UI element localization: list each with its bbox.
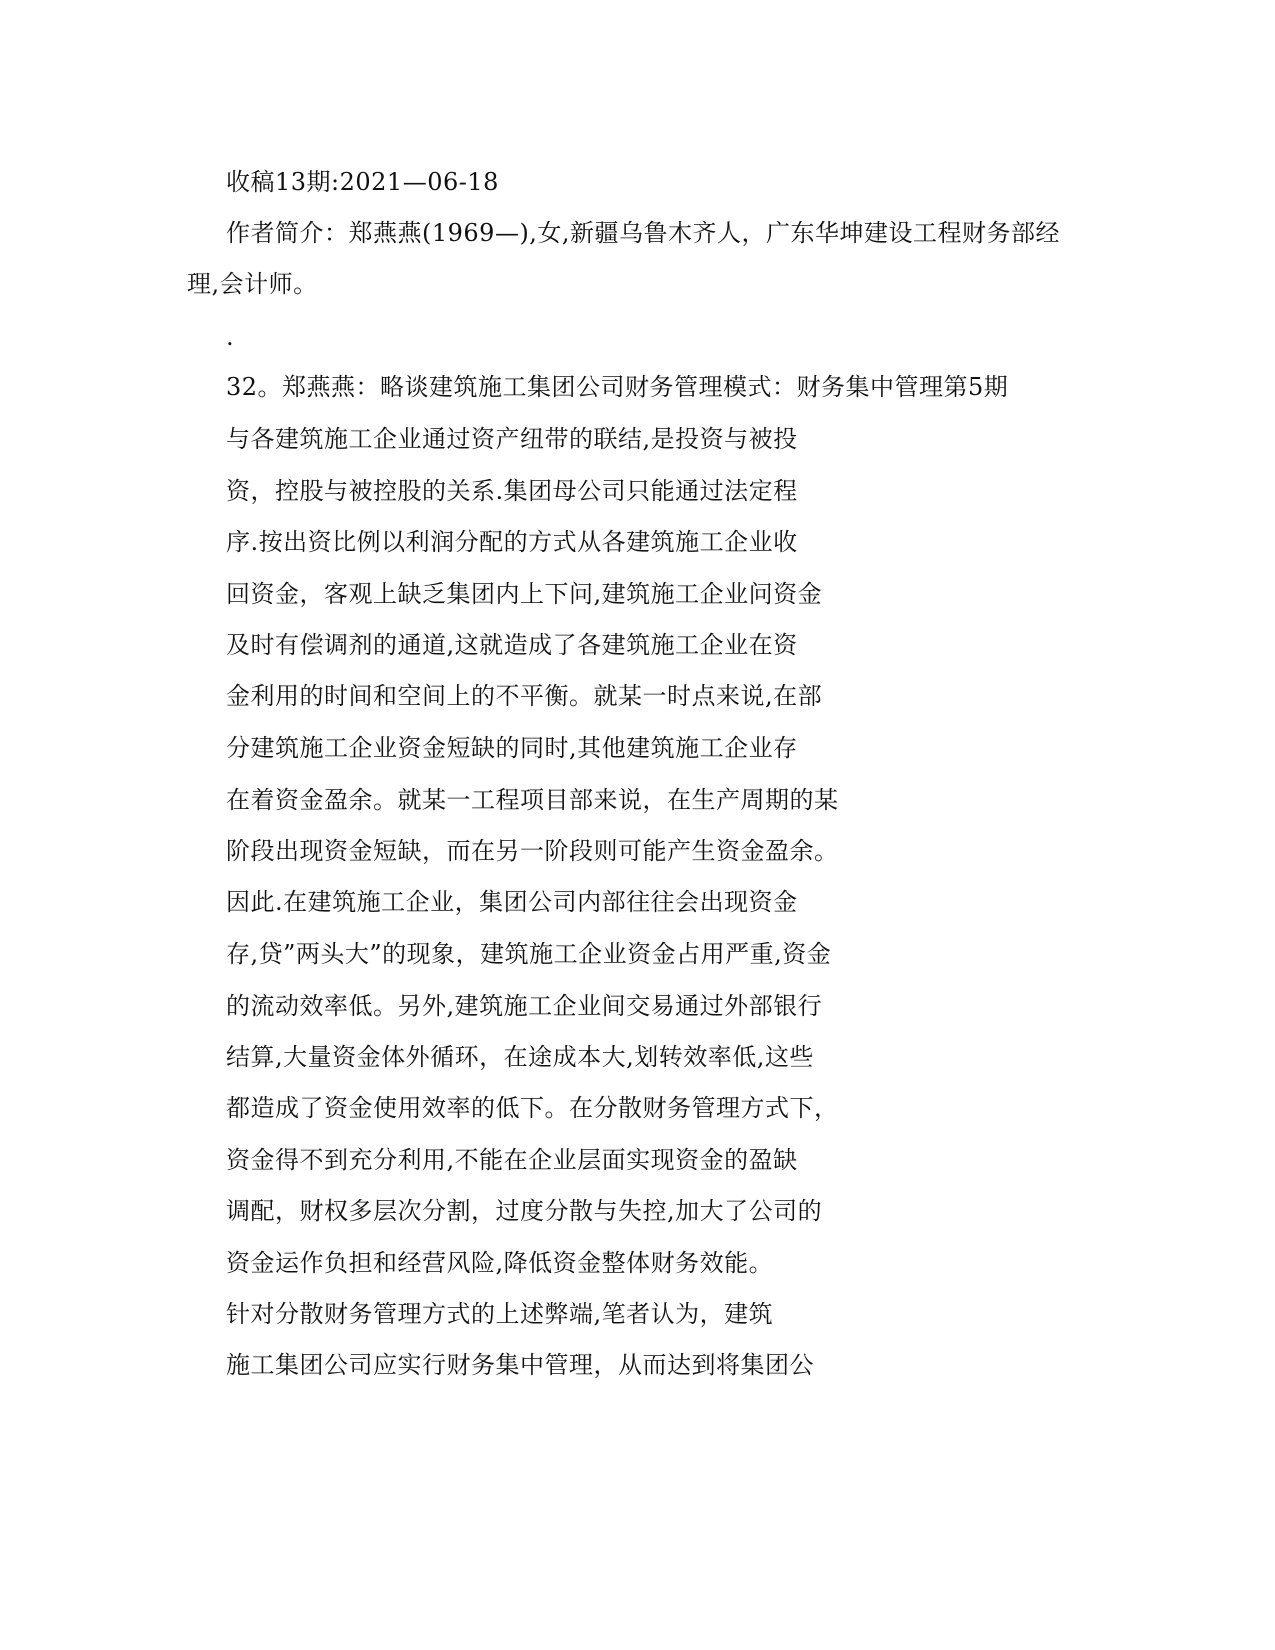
body-line: 回资金，客观上缺乏集团内上下问,建筑施工企业问资金 <box>226 580 823 608</box>
body-line: 及时有偿调剂的通道,这就造成了各建筑施工企业在资 <box>226 631 798 659</box>
body-line: 资，控股与被控股的关系.集团母公司只能通过法定程 <box>226 477 798 505</box>
received-date: 收稿13期:2021—06-18 <box>226 168 499 196</box>
body-line: 分建筑施工企业资金短缺的同时,其他建筑施工企业存 <box>226 734 798 762</box>
author-bio-line-1: 作者简介：郑燕燕(1969—),女,新疆乌鲁木齐人，广东华坤建设工程财务部经 <box>226 219 1061 247</box>
author-bio-line-2: 理,会计师。 <box>187 270 318 298</box>
body-line: 存,贷”两头大”的现象，建筑施工企业资金占用严重,资金 <box>226 940 832 968</box>
body-line: 序.按出资比例以利润分配的方式从各建筑施工企业收 <box>226 528 798 556</box>
body-line: 阶段出现资金短缺，而在另一阶段则可能产生资金盈余。 <box>226 837 839 865</box>
reference-line: 32。郑燕燕：略谈建筑施工集团公司财务管理模式：财务集中管理第5期 <box>226 373 1009 401</box>
body-line: 调配，财权多层次分割，过度分散与失控,加大了公司的 <box>226 1197 823 1225</box>
body-line: 施工集团公司应实行财务集中管理，从而达到将集团公 <box>226 1351 814 1379</box>
body-line: 结算,大量资金体外循环，在途成本大,划转效率低,这些 <box>226 1043 814 1071</box>
body-line: 都造成了资金使用效率的低下。在分散财务管理方式下， <box>226 1094 839 1122</box>
body-line: 因此.在建筑施工企业，集团公司内部往往会出现资金 <box>226 888 798 916</box>
separator-dot: . <box>226 323 235 351</box>
body-line: 资金得不到充分利用,不能在企业层面实现资金的盈缺 <box>226 1146 798 1174</box>
body-line: 在着资金盈余。就某一工程项目部来说，在生产周期的某 <box>226 786 839 814</box>
body-line: 资金运作负担和经营风险,降低资金整体财务效能。 <box>226 1249 774 1277</box>
body-line: 的流动效率低。另外,建筑施工企业间交易通过外部银行 <box>226 992 823 1020</box>
body-line: 针对分散财务管理方式的上述弊端,笔者认为，建筑 <box>226 1300 774 1328</box>
body-line: 金利用的时间和空间上的不平衡。就某一时点来说,在部 <box>226 682 823 710</box>
body-line: 与各建筑施工企业通过资产纽带的联结,是投资与被投 <box>226 425 798 453</box>
